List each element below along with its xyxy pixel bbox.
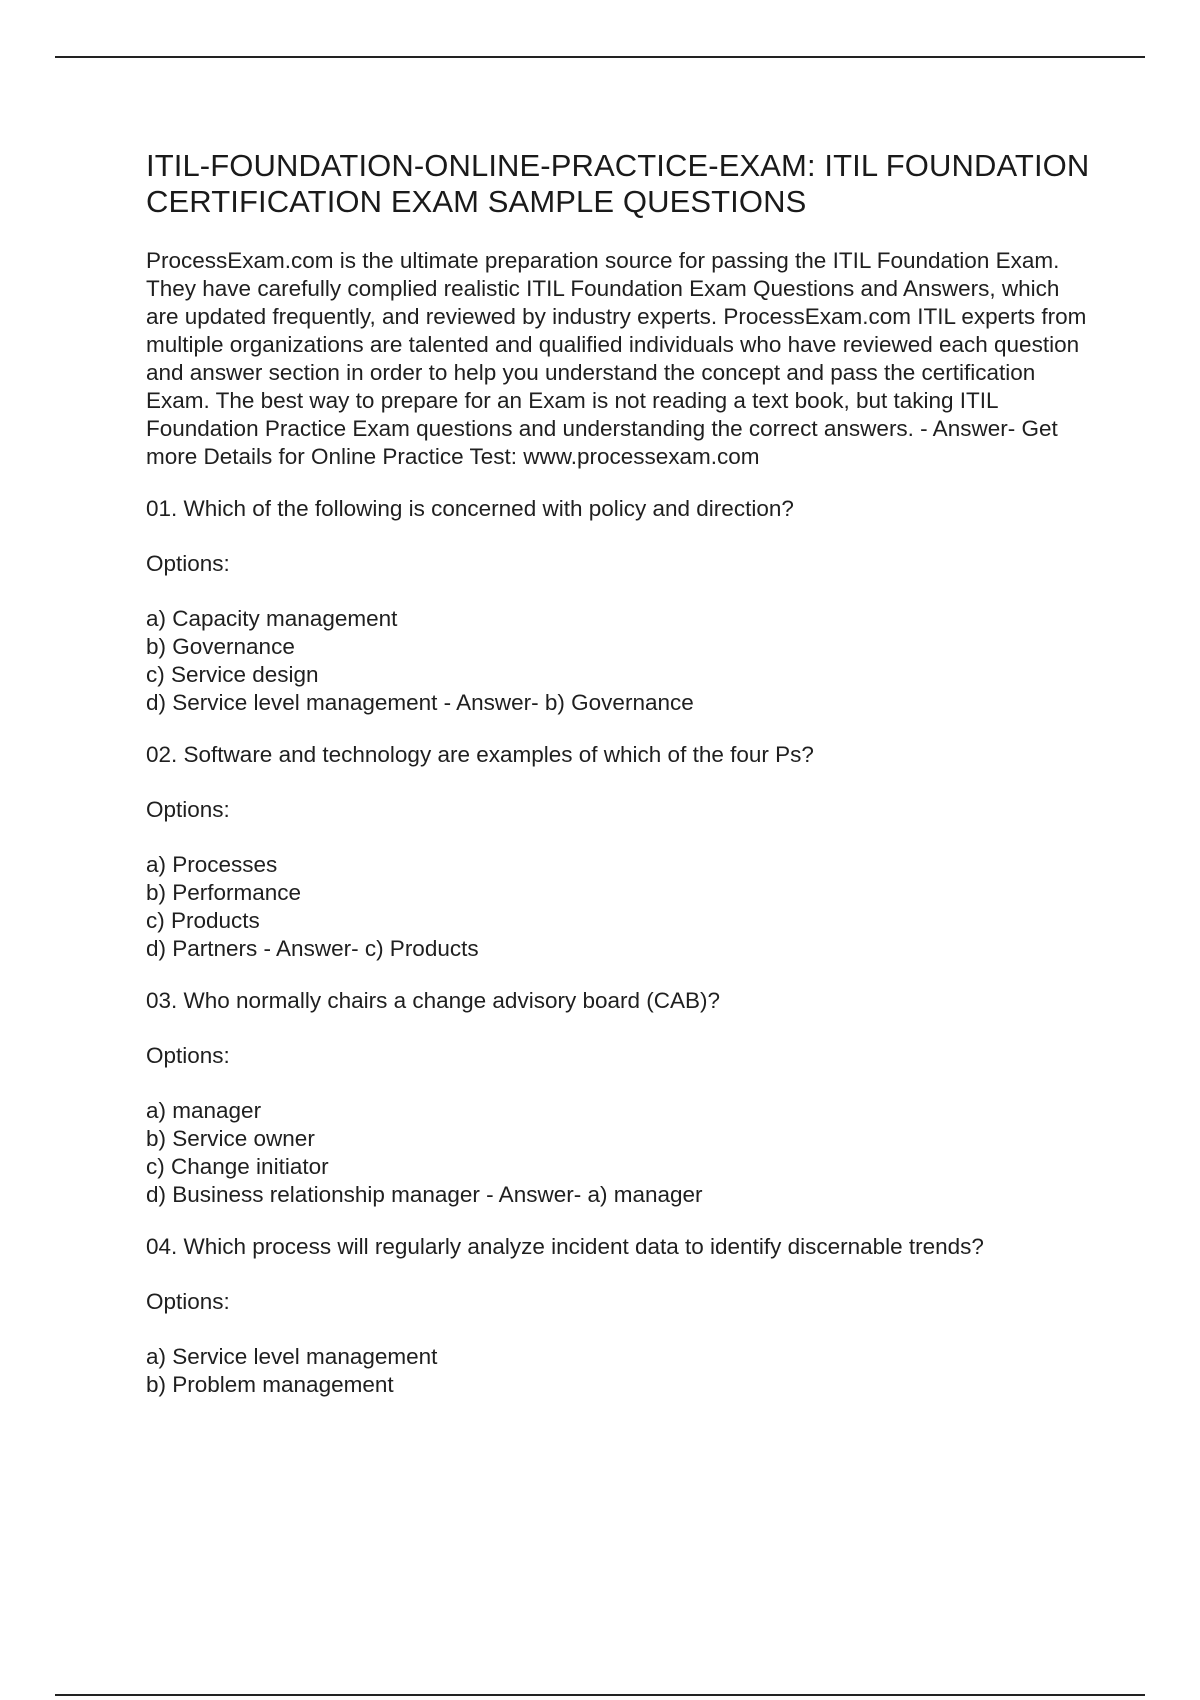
question-block xyxy=(146,495,1096,717)
option-item: b) Problem management xyxy=(146,1372,394,1397)
options-list xyxy=(146,1097,1096,1209)
option-item: a) Processes xyxy=(146,852,278,877)
options-list xyxy=(146,851,1096,963)
document-title: ITIL-FOUNDATION-ONLINE-PRACTICE-EXAM: ITIL FOUNDATION CERTIFICATION EXAM SAMPLE QUESTIONS xyxy=(146,148,1090,219)
question-block xyxy=(146,741,1096,963)
top-rule xyxy=(55,56,1145,58)
options-label: Options: xyxy=(146,797,230,822)
options-list xyxy=(146,605,1096,717)
option-item: c) Products xyxy=(146,908,260,933)
option-item: c) Service design xyxy=(146,662,319,687)
options-label: Options: xyxy=(146,1289,230,1314)
option-item: d) Business relationship manager - Answer- a) manager xyxy=(146,1182,703,1207)
option-item: c) Change initiator xyxy=(146,1154,329,1179)
question-text: 03. Who normally chairs a change advisory board (CAB)? xyxy=(146,988,721,1013)
options-label: Options: xyxy=(146,551,230,576)
question-block xyxy=(146,987,1096,1209)
bottom-rule xyxy=(55,1694,1145,1696)
option-item: b) Performance xyxy=(146,880,302,905)
options-list xyxy=(146,1343,1096,1399)
option-item: a) manager xyxy=(146,1098,262,1123)
question-text: 04. Which process will regularly analyze incident data to identify discernable trends? xyxy=(146,1234,984,1259)
option-item: b) Service owner xyxy=(146,1126,315,1151)
question-text: 01. Which of the following is concerned with policy and direction? xyxy=(146,496,794,521)
options-label: Options: xyxy=(146,1043,230,1068)
option-item: b) Governance xyxy=(146,634,295,659)
document-body xyxy=(146,148,1096,1399)
question-text: 02. Software and technology are examples of which of the four Ps? xyxy=(146,742,814,767)
intro-paragraph: ProcessExam.com is the ultimate preparation source for passing the ITIL Foundation Exam. They have carefully complied realistic ITIL Foundation Exam Questions and Answers, which are updated frequently, and reviewed by industry experts. ProcessExam.com ITIL experts from multiple organizations are talented and qualified individuals who have reviewed each question and answer section in order to help you understand the concept and pass the certification Exam. The best way to prepare for an Exam is not reading a text book, but taking ITIL Foundation Practice Exam questions and understanding the correct answers. - Answer- Get more Details for Online Practice Test: www.processexam.com xyxy=(146,248,1087,469)
option-item: d) Partners - Answer- c) Products xyxy=(146,936,479,961)
option-item: a) Service level management xyxy=(146,1344,438,1369)
question-block xyxy=(146,1233,1096,1399)
option-item: a) Capacity management xyxy=(146,606,398,631)
option-item: d) Service level management - Answer- b) Governance xyxy=(146,690,694,715)
